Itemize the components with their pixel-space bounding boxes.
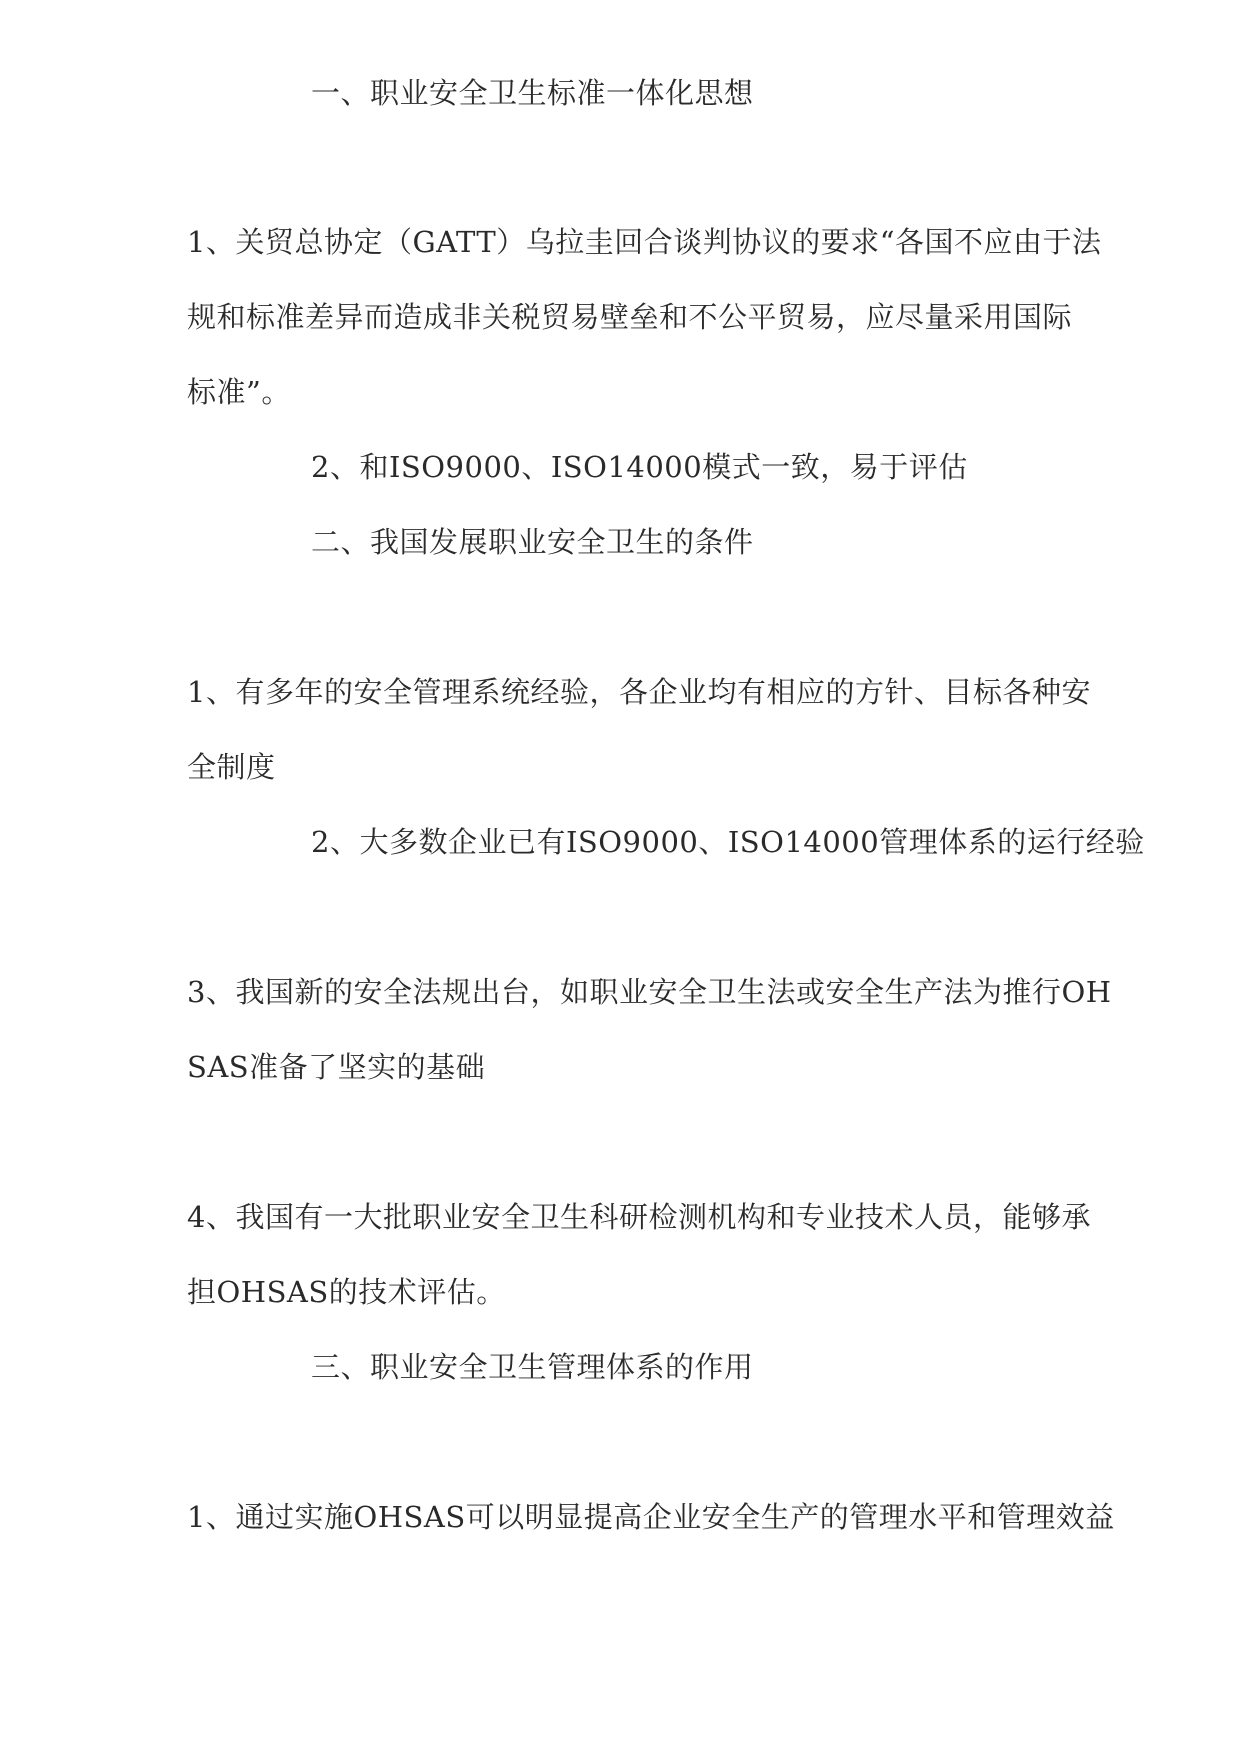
section-heading-2: 二、我国发展职业安全卫生的条件 (311, 525, 754, 559)
paragraph-5-line-2: SAS准备了坚实的基础 (187, 1050, 486, 1084)
section-heading-3: 三、职业安全卫生管理体系的作用 (311, 1350, 754, 1384)
paragraph-1-line-2: 规和标准差异而造成非关税贸易壁垒和不公平贸易，应尽量采用国际 (187, 300, 1073, 334)
paragraph-3-line-1: 1、有多年的安全管理系统经验，各企业均有相应的方针、目标各种安 (187, 675, 1091, 709)
paragraph-6-line-2: 担OHSAS的技术评估。 (187, 1275, 506, 1309)
paragraph-1-line-3: 标准”。 (187, 375, 291, 409)
paragraph-3-line-2: 全制度 (187, 750, 276, 784)
paragraph-2: 2、和ISO9000、ISO14000模式一致，易于评估 (311, 450, 968, 484)
paragraph-1-line-1: 1、关贸总协定（GATT）乌拉圭回合谈判协议的要求“各国不应由于法 (187, 225, 1102, 259)
section-heading-1: 一、职业安全卫生标准一体化思想 (311, 76, 754, 110)
paragraph-4: 2、大多数企业已有ISO9000、ISO14000管理体系的运行经验 (311, 825, 1145, 859)
paragraph-6-line-1: 4、我国有一大批职业安全卫生科研检测机构和专业技术人员，能够承 (187, 1200, 1091, 1234)
paragraph-5-line-1: 3、我国新的安全法规出台，如职业安全卫生法或安全生产法为推行OH (187, 975, 1112, 1009)
paragraph-7: 1、通过实施OHSAS可以明显提高企业安全生产的管理水平和管理效益 (187, 1500, 1115, 1534)
